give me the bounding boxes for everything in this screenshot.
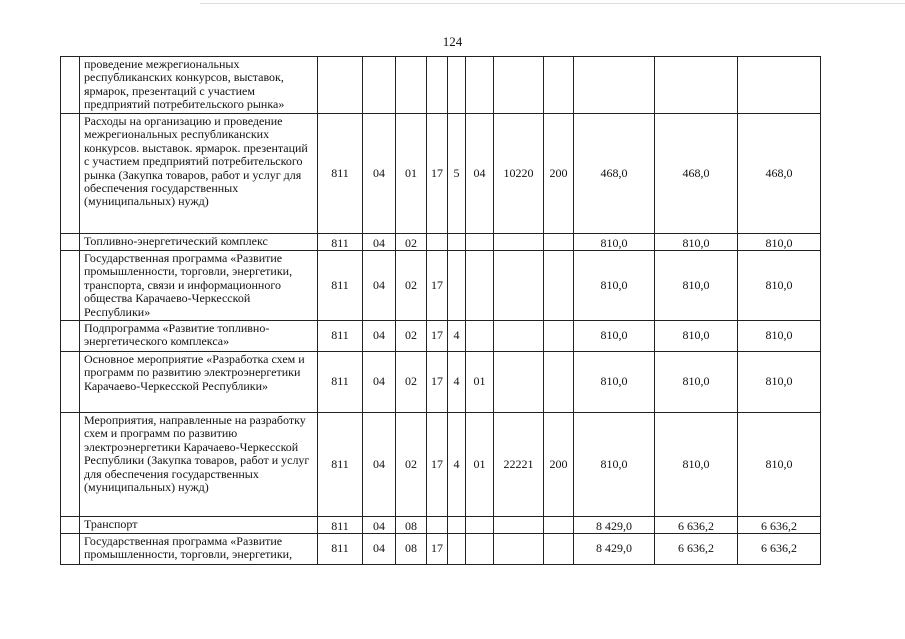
table-row [61,321,821,352]
expense-type-code [544,352,574,413]
expense-type-code [544,57,574,114]
section-code: 04 [363,114,396,234]
amount-year-1 [574,57,655,114]
program-code: 17 [427,321,448,352]
program-code: 17 [427,352,448,413]
program-code [427,517,448,534]
amount-year-3: 6 636,2 [738,534,821,565]
activity-code [466,534,494,565]
ministry-code: 811 [318,352,363,413]
subprogram-code [448,251,466,321]
table-row [61,57,821,114]
amount-year-3: 810,0 [738,234,821,251]
subprogram-code: 5 [448,114,466,234]
subprogram-code [448,534,466,565]
section-code: 04 [363,321,396,352]
program-code [427,234,448,251]
subsection-code: 08 [396,517,427,534]
amount-year-3 [738,57,821,114]
expense-name: Расходы на организацию и проведение межрегиональных республиканских конкурсов. выставок. ярмарок. презентаций с участием предприятий потребительского рынка (Закупка товаров, работ и услуг для обеспечения государственных (муниципальных) нужд) [80,114,318,234]
program-code: 17 [427,114,448,234]
section-code: 04 [363,517,396,534]
page-number: 124 [442,34,463,49]
amount-year-1: 810,0 [574,413,655,517]
direction-code [494,251,544,321]
amount-year-1: 8 429,0 [574,534,655,565]
number-cell [61,534,80,565]
amount-year-2: 810,0 [655,251,738,321]
expense-type-code [544,321,574,352]
scan-edge-line [200,3,905,4]
activity-code [466,321,494,352]
expense-name: Подпрограмма «Развитие топливно-энергетического комплекса» [80,321,318,352]
expense-type-code [544,534,574,565]
subprogram-code [448,234,466,251]
activity-code [466,57,494,114]
activity-code [466,517,494,534]
subsection-code: 02 [396,413,427,517]
amount-year-1: 810,0 [574,321,655,352]
direction-code: 10220 [494,114,544,234]
amount-year-2: 810,0 [655,413,738,517]
activity-code: 04 [466,114,494,234]
amount-year-2 [655,57,738,114]
direction-code [494,352,544,413]
direction-code: 22221 [494,413,544,517]
number-cell [61,517,80,534]
table-row [61,114,821,234]
direction-code [494,321,544,352]
direction-code [494,234,544,251]
ministry-code [318,57,363,114]
section-code [363,57,396,114]
ministry-code: 811 [318,114,363,234]
subprogram-code: 4 [448,413,466,517]
subsection-code [396,57,427,114]
budget-table [60,56,821,565]
direction-code [494,57,544,114]
subprogram-code [448,57,466,114]
ministry-code: 811 [318,251,363,321]
subsection-code: 02 [396,234,427,251]
number-cell [61,114,80,234]
activity-code: 01 [466,352,494,413]
table-row [61,234,821,251]
activity-code: 01 [466,413,494,517]
ministry-code: 811 [318,321,363,352]
amount-year-2: 810,0 [655,321,738,352]
expense-type-code [544,251,574,321]
expense-type-code: 200 [544,114,574,234]
subsection-code: 01 [396,114,427,234]
amount-year-3: 6 636,2 [738,517,821,534]
number-cell [61,234,80,251]
amount-year-3: 810,0 [738,321,821,352]
expense-name: проведение межрегиональных республиканских конкурсов, выставок, ярмарок, презентаций с участием предприятий потребительского рынка» [80,57,318,114]
number-cell [61,352,80,413]
section-code: 04 [363,413,396,517]
section-code: 04 [363,251,396,321]
program-code: 17 [427,413,448,517]
section-code: 04 [363,352,396,413]
activity-code [466,234,494,251]
program-code: 17 [427,251,448,321]
expense-name: Государственная программа «Развитие промышленности, торговли, энергетики, [80,534,318,565]
subprogram-code [448,517,466,534]
table-row [61,413,821,517]
amount-year-1: 810,0 [574,251,655,321]
number-cell [61,251,80,321]
subsection-code: 02 [396,352,427,413]
amount-year-2: 810,0 [655,352,738,413]
amount-year-1: 810,0 [574,352,655,413]
number-cell [61,321,80,352]
table-row [61,534,821,565]
subsection-code: 02 [396,251,427,321]
table-row [61,251,821,321]
expense-name: Мероприятия, направленные на разработку схем и программ по развитию электроэнергетики Карачаево-Черкесской Республики (Закупка товаров, работ и услуг для обеспечения государственных (муниципальных) нужд) [80,413,318,517]
amount-year-2: 6 636,2 [655,517,738,534]
expense-name: Основное мероприятие «Разработка схем и программ по развитию электроэнергетики Карачаево-Черкесской Республики» [80,352,318,413]
section-code: 04 [363,234,396,251]
ministry-code: 811 [318,234,363,251]
ministry-code: 811 [318,534,363,565]
ministry-code: 811 [318,517,363,534]
amount-year-2: 468,0 [655,114,738,234]
table-row [61,352,821,413]
amount-year-1: 8 429,0 [574,517,655,534]
amount-year-2: 6 636,2 [655,534,738,565]
subprogram-code: 4 [448,321,466,352]
amount-year-3: 468,0 [738,114,821,234]
activity-code [466,251,494,321]
program-code [427,57,448,114]
expense-type-code [544,517,574,534]
section-code: 04 [363,534,396,565]
expense-name: Транспорт [80,517,318,534]
expense-type-code [544,234,574,251]
expense-type-code: 200 [544,413,574,517]
amount-year-3: 810,0 [738,352,821,413]
amount-year-1: 468,0 [574,114,655,234]
amount-year-3: 810,0 [738,413,821,517]
program-code: 17 [427,534,448,565]
number-cell [61,413,80,517]
number-cell [61,57,80,114]
direction-code [494,534,544,565]
subsection-code: 08 [396,534,427,565]
expense-name: Топливно-энергетический комплекс [80,234,318,251]
expense-name: Государственная программа «Развитие промышленности, торговли, энергетики, транспорта, связи и информационного общества Карачаево-Черкесской Республики» [80,251,318,321]
ministry-code: 811 [318,413,363,517]
amount-year-2: 810,0 [655,234,738,251]
subprogram-code: 4 [448,352,466,413]
amount-year-3: 810,0 [738,251,821,321]
subsection-code: 02 [396,321,427,352]
direction-code [494,517,544,534]
table-row [61,517,821,534]
amount-year-1: 810,0 [574,234,655,251]
